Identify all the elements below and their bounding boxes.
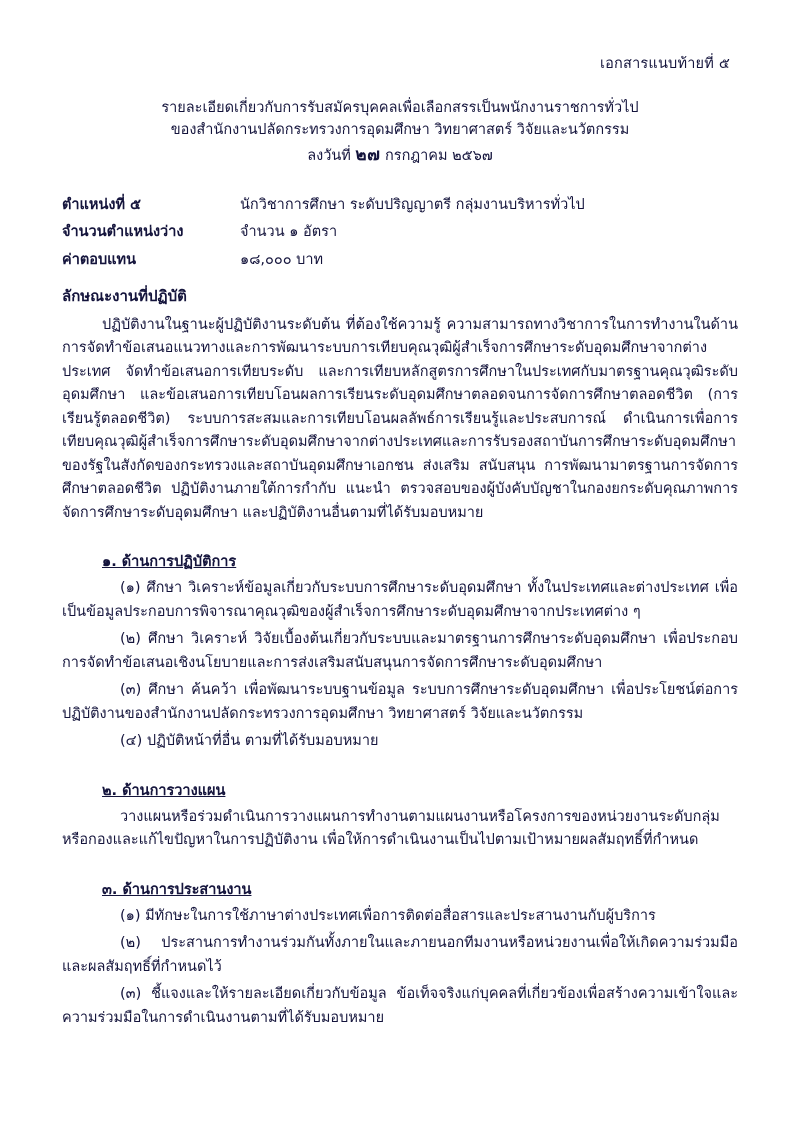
title-line-1: รายละเอียดเกี่ยวกับการรับสมัครบุคคลเพื่อเลือกสรรเป็นพนักงานราชการทั่วไป	[161, 100, 639, 116]
date-suffix: กรกฎาคม ๒๕๖๗	[385, 147, 493, 164]
section-1-heading: ๑. ด้านการปฏิบัติการ	[102, 554, 237, 571]
section-1-item-1: (๑) ศึกษา วิเคราะห์ข้อมูลเกี่ยวกับระบบการศึกษาระดับอุดมศึกษา ทั้งในประเทศและต่างประเทศ เพื่อเป็นข้อมูลประกอบการพิจารณาคุณวุฒิของผู้สำเร็จการศึกษาระดับอุดมศึกษาจากประเทศต่าง ๆ	[62, 580, 738, 620]
section-1-item-2: (๒) ศึกษา วิเคราะห์ วิจัยเบื้องต้นเกี่ยวกับระบบและมาตรฐานการศึกษาระดับอุดมศึกษา เพื่อประกอบการจัดทำข้อเสนอเชิงนโยบายและการส่งเสริมสนับสนุนการจัดการศึกษาระดับอุดมศึกษา	[62, 631, 738, 671]
table-row	[62, 192, 738, 219]
date-number: ๒๗	[355, 144, 381, 165]
salary-value: ๑๘,๐๐๐ บาท	[240, 251, 324, 268]
section-3	[62, 865, 738, 1030]
section-2	[62, 766, 738, 853]
section-2-item-1: วางแผนหรือร่วมดำเนินการวางแผนการทำงานตามแผนงานหรือโครงการของหน่วยงานระดับกลุ่มหรือกองและแก้ไขปัญหาในการปฏิบัติงาน เพื่อให้การดำเนินงานเป็นไปตามเป้าหมายผลสัมฤทธิ์ที่กำหนด	[62, 808, 720, 849]
table-row	[62, 247, 738, 274]
section-3-item-3: (๓) ชี้แจงและให้รายละเอียดเกี่ยวกับข้อมูล ข้อเท็จจริงแก่บุคคลที่เกี่ยวข้องเพื่อสร้างความเข้าใจและความร่วมมือในการดำเนินงานตามที่ได้รับมอบหมาย	[62, 986, 738, 1026]
section-3-heading: ๓. ด้านการประสานงาน	[102, 881, 252, 898]
section-2-heading: ๒. ด้านการวางแผน	[102, 782, 226, 799]
section-1-item-4: (๔) ปฏิบัติหน้าที่อื่น ตามที่ได้รับมอบหมาย	[120, 733, 379, 750]
duties-intro-paragraph: ปฏิบัติงานในฐานะผู้ปฏิบัติงานระดับต้น ที่ต้องใช้ความรู้ ความสามารถทางวิชาการในการทำงานในด้านการจัดทำข้อเสนอแนวทางและการพัฒนาระบบการเทียบคุณวุฒิผู้สำเร็จการศึกษาระดับอุดมศึกษาจากต่างประเทศ จัดทำข้อเสนอการเทียบระดับ และการเทียบหลักสูตรการศึกษาในประเทศกับมาตรฐานคุณวุฒิระดับอุดมศึกษา และข้อเสนอการเทียบโอนผลการเรียนระดับอุดมศึกษาตลอดจนการจัดการศึกษาตลอดชีวิต (การเรียนรู้ตลอดชีวิต) ระบบการสะสมและการเทียบโอนผลลัพธ์การเรียนรู้และประสบการณ์ ดำเนินการเพื่อการเทียบคุณวุฒิผู้สำเร็จการศึกษาระดับอุดมศึกษาจากต่างประเทศและการรับรองสถาบันการศึกษาระดับอุดมศึกษาของรัฐในสังกัดของกระทรวงและสถาบันอุดมศึกษาเอกชน ส่งเสริม สนับสนุน การพัฒนามาตรฐานการจัดการศึกษาตลอดชีวิต ปฏิบัติงานภายใต้การกำกับ แนะนำ ตรวจสอบของผู้บังคับบัญชาในกองยกระดับคุณภาพการจัดการศึกษาระดับอุดมศึกษา และปฏิบัติงานอื่นตามที่ได้รับมอบหมาย	[62, 316, 738, 521]
attachment-label: เอกสารแนบท้ายที่ ๕	[599, 56, 730, 72]
title-line-2: ของสำนักงานปลัดกระทรวงการอุดมศึกษา วิทยาศาสตร์ วิจัยและนวัตกรรม	[170, 122, 630, 139]
position-info-table	[62, 192, 738, 274]
section-1-item-3: (๓) ศึกษา ค้นคว้า เพื่อพัฒนาระบบฐานข้อมูล ระบบการศึกษาระดับอุดมศึกษา เพื่อประโยชน์ต่อการปฏิบัติงานของสำนักงานปลัดกระทรวงการอุดมศึกษา วิทยาศาสตร์ วิจัยและนวัตกรรม	[62, 682, 738, 722]
position-value: นักวิชาการศึกษา ระดับปริญญาตรี กลุ่มงานบริหารทั่วไป	[240, 197, 585, 214]
vacancy-label: จำนวนตำแหน่งว่าง	[62, 224, 184, 241]
duties-heading: ลักษณะงานที่ปฏิบัติ	[62, 286, 187, 305]
vacancy-value: จำนวน ๑ อัตรา	[240, 224, 338, 241]
date-prefix: ลงวันที่	[307, 147, 351, 164]
document-title	[62, 97, 738, 168]
table-row	[62, 219, 738, 246]
section-1	[62, 537, 738, 753]
position-label: ตำแหน่งที่ ๕	[62, 197, 142, 214]
section-3-item-2: (๒) ประสานการทำงานร่วมกันทั้งภายในและภายนอกทีมงานหรือหน่วยงานเพื่อให้เกิดความร่วมมือและผลสัมฤทธิ์ที่กำหนดไว้	[62, 935, 738, 975]
title-date-line	[62, 142, 738, 168]
section-3-item-1: (๑) มีทักษะในการใช้ภาษาต่างประเทศเพื่อการติดต่อสื่อสารและประสานงานกับผู้บริการ	[120, 907, 656, 924]
salary-label: ค่าตอบแทน	[62, 251, 136, 268]
